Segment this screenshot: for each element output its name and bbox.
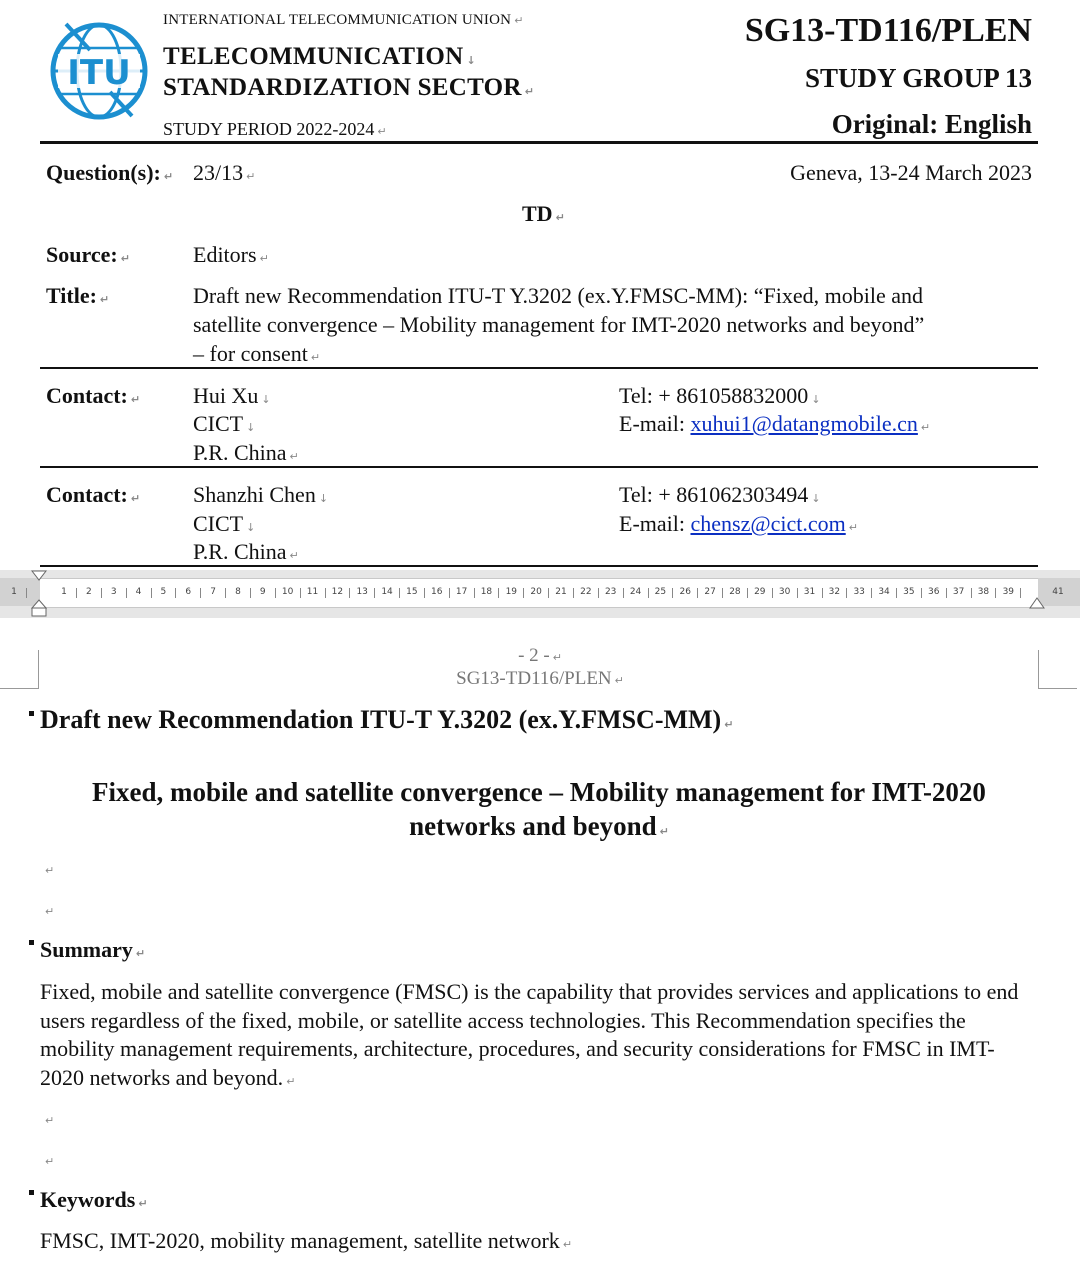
ruler-tick-line	[474, 588, 475, 598]
ruler-tick: 23	[604, 587, 617, 597]
ruler-tick: 24	[629, 587, 642, 597]
ruler-tick: 10	[281, 587, 294, 597]
ruler-tick: 20	[530, 587, 542, 597]
ruler-tick-line	[250, 588, 251, 598]
ruler-tick-line	[399, 588, 400, 598]
ruler-tick-line	[946, 588, 947, 598]
ruler-tick: 35	[903, 587, 915, 597]
study-period: STUDY PERIOD 2022-2024 ↵	[163, 119, 387, 139]
ruler-tick: 1	[61, 587, 67, 597]
empty-para-mark: ↵	[45, 1155, 55, 1168]
contact-1-email-row: E-mail: xuhui1@datangmobile.cn ↵	[619, 411, 931, 436]
ruler-tick-line	[1020, 588, 1021, 598]
ruler-tick: 2	[85, 587, 92, 597]
contact-2-tel: Tel: + 861062303494 ↓	[619, 482, 821, 507]
ruler-tick: 25	[654, 587, 667, 597]
ruler-tick-line	[822, 588, 823, 598]
ruler-tick-line	[76, 588, 77, 598]
ruler-tick-line	[374, 588, 375, 598]
ruler-tick-line	[300, 588, 301, 598]
ruler-tick: 27	[704, 587, 716, 597]
ruler-tick-line	[424, 588, 425, 598]
org-line: INTERNATIONAL TELECOMMUNICATION UNION ↵	[163, 12, 524, 28]
ruler-tick-line	[995, 588, 996, 598]
ruler-tick: 29	[754, 587, 766, 597]
ruler-tick: 32	[828, 587, 841, 597]
running-header: SG13-TD116/PLEN ↵	[456, 668, 624, 689]
ruler-tick: 30	[778, 587, 791, 597]
ruler-tick: 28	[729, 587, 741, 597]
ruler-tick: 37	[952, 587, 965, 597]
ruler-tick-line	[175, 588, 176, 598]
ruler-tick: 22	[580, 587, 592, 597]
ruler-tick: 36	[928, 587, 940, 597]
summary-heading: Summary ↵	[40, 937, 146, 962]
header-divider	[40, 141, 1038, 144]
empty-para-mark: ↵	[45, 1114, 55, 1127]
indent-marker[interactable]	[31, 570, 47, 618]
sector-line-1: TELECOMMUNICATION ↓	[163, 43, 477, 70]
contact-1-email-link[interactable]: xuhui1@datangmobile.cn	[690, 411, 918, 436]
para-mark	[29, 711, 34, 716]
rec-title-line-2: networks and beyond ↵	[409, 811, 669, 841]
ruler-tick-line	[623, 588, 624, 598]
contact-2-name: Shanzhi Chen ↓	[193, 482, 329, 507]
ruler-tick: 13	[356, 587, 368, 597]
rec-title	[40, 775, 1038, 849]
ruler-tick: 26	[679, 587, 691, 597]
title-line-2: satellite convergence – Mobility management for IMT-2020 networks and beyond”	[193, 312, 925, 337]
ruler-tick: 7	[210, 587, 216, 597]
question-label: Question(s): ↵	[46, 160, 174, 185]
ruler-tick-line	[225, 588, 226, 598]
contact-1-label: Contact: ↵	[46, 383, 141, 408]
ruler-tick-line	[772, 588, 773, 598]
question-value: 23/13 ↵	[193, 160, 256, 185]
ruler-tick: 31	[803, 587, 816, 597]
ruler-tick-line	[896, 588, 897, 598]
ruler-tick-line	[151, 588, 152, 598]
ruler-tick: 8	[235, 587, 241, 597]
contact-1-tel: Tel: + 861058832000 ↓	[619, 383, 821, 408]
ruler-tick-line	[449, 588, 450, 598]
ruler-tick-line	[971, 588, 972, 598]
title-line-3: – for consent ↵	[193, 341, 321, 366]
doc-type: TD ↵	[522, 201, 565, 226]
contact-1-country: P.R. China ↵	[193, 440, 299, 465]
source-label: Source: ↵	[46, 242, 130, 267]
meta-divider	[40, 367, 1038, 369]
contact-2-email-link[interactable]: chensz@cict.com	[690, 511, 846, 536]
ruler-tick-line	[275, 588, 276, 598]
logo-text: ITU	[67, 53, 131, 93]
ruler-tick-line	[200, 588, 201, 598]
ruler-tick-line	[349, 588, 350, 598]
ruler-tick: 1	[11, 587, 17, 597]
ruler-tick-line	[325, 588, 326, 598]
title-label: Title: ↵	[46, 283, 110, 308]
rec-heading: Draft new Recommendation ITU-T Y.3202 (ex.Y.FMSC-MM) ↵	[40, 705, 734, 734]
ruler-tick-line	[871, 588, 872, 598]
ruler-tick-line	[921, 588, 922, 598]
contact-1-name: Hui Xu ↓	[193, 383, 271, 408]
location-date: Geneva, 13-24 March 2023	[790, 160, 1032, 185]
ruler-tick: 3	[110, 587, 117, 597]
ruler-tick-line	[648, 588, 649, 598]
empty-para-mark: ↵	[45, 905, 55, 918]
contact-2-country: P.R. China ↵	[193, 539, 299, 564]
ruler-tick-line	[101, 588, 102, 598]
ruler-tick: 16	[431, 587, 443, 597]
ruler-tick: 33	[853, 587, 865, 597]
ruler-tick-line	[126, 588, 127, 598]
ruler-tick-line	[846, 588, 847, 598]
ruler-tick-line	[498, 588, 499, 598]
contact-divider	[40, 466, 1038, 468]
ruler-tick-line	[747, 588, 748, 598]
ruler-tick: 11	[306, 587, 319, 597]
para-mark	[29, 940, 34, 945]
original-language: Original: English	[831, 109, 1032, 139]
ruler-tick: 15	[406, 587, 418, 597]
ruler-tick-line	[523, 588, 524, 598]
summary-text: Fixed, mobile and satellite convergence (FMSC) is the capability that provides services and applications to end users regardless of the fixed, mobile, or satellite access technologies. This Recommendation specifies the mobility management requirements, architecture, procedures, and security considerations for FMSC in IMT-2020 networks and beyond. ↵	[40, 979, 1019, 1090]
source-value: Editors ↵	[193, 242, 269, 267]
page-number: - 2 - ↵	[518, 645, 562, 666]
para-mark	[29, 1190, 34, 1195]
title-line-1: Draft new Recommendation ITU-T Y.3202 (ex.Y.FMSC-MM): “Fixed, mobile and	[193, 283, 923, 308]
rec-title-line-1: Fixed, mobile and satellite convergence – Mobility management for IMT-2020	[92, 777, 986, 807]
keywords-heading: Keywords ↵	[40, 1187, 148, 1212]
ruler-tick: 38	[977, 587, 990, 597]
ruler-tick: 39	[1002, 587, 1015, 597]
contact-2-email-row: E-mail: chensz@cict.com ↵	[619, 511, 858, 536]
contact-1-org: CICT ↓	[193, 411, 256, 436]
empty-para-mark: ↵	[45, 864, 55, 877]
sector-line-2: STANDARDIZATION SECTOR ↵	[163, 74, 535, 101]
ruler-tick-line	[722, 588, 723, 598]
ruler-tick-line	[697, 588, 698, 598]
ruler-tick: 12	[331, 587, 344, 597]
ruler-tick: 9	[259, 587, 266, 597]
ruler-tick-line	[26, 588, 27, 598]
keywords-text: FMSC, IMT-2020, mobility management, satellite network ↵	[40, 1228, 573, 1253]
ruler-tick-line	[598, 588, 599, 598]
ruler-tick-line	[548, 588, 549, 598]
ruler-tick-line	[672, 588, 673, 598]
ruler-tick: 19	[505, 587, 518, 597]
doc-number: SG13-TD116/PLEN	[744, 12, 1032, 49]
horizontal-ruler[interactable]	[0, 570, 1080, 618]
ruler-tick-line	[573, 588, 574, 598]
bottom-divider	[40, 565, 1038, 567]
ruler-tick-line	[797, 588, 798, 598]
ruler-tick: 5	[160, 587, 167, 597]
itu-logo	[46, 16, 152, 122]
ruler-tick: 41	[1052, 587, 1064, 597]
ruler-tick: 21	[555, 587, 567, 597]
ruler-tick: 14	[381, 587, 393, 597]
contact-2-org: CICT ↓	[193, 511, 256, 536]
contact-2-label: Contact: ↵	[46, 482, 141, 507]
ruler-tick: 6	[185, 587, 192, 597]
ruler-tick: 17	[455, 587, 468, 597]
ruler-tick: 4	[135, 587, 142, 597]
study-group: STUDY GROUP 13	[804, 63, 1032, 93]
ruler-tick: 18	[480, 587, 493, 597]
ruler-tick: 34	[878, 587, 890, 597]
right-indent-marker[interactable]	[1029, 596, 1045, 612]
